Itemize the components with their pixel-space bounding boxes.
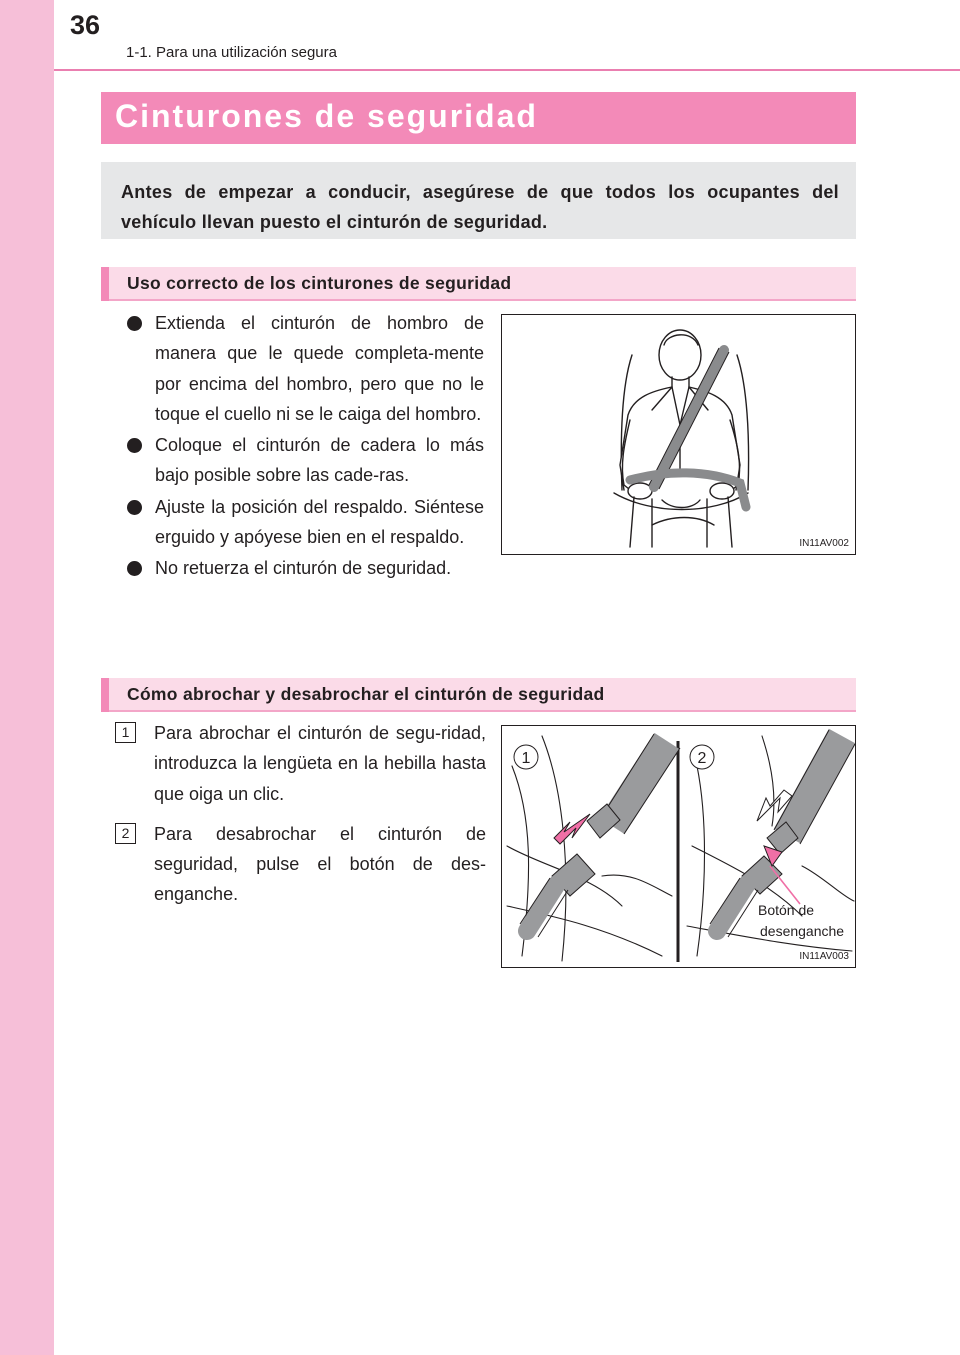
figure-code: IN11AV003 — [799, 951, 849, 962]
page-title: Cinturones de seguridad — [115, 98, 538, 134]
callout-line-1: Botón de — [758, 902, 815, 918]
side-strip — [0, 0, 54, 1355]
seated-occupant-figure — [501, 314, 856, 555]
page-number: 36 — [70, 10, 101, 40]
section-heading-uso — [101, 267, 856, 301]
list-item — [126, 430, 484, 491]
intro-box — [101, 162, 856, 239]
bullet-icon — [127, 561, 142, 576]
bullet-icon — [127, 316, 142, 331]
list-item-text: Extienda el cinturón de hombro de manera que le quede completa-mente por encima del hombro, pero que no le toque el cuello ni se le caiga del hombro. — [155, 313, 484, 424]
bullet-icon — [127, 438, 142, 453]
list-item — [114, 718, 486, 809]
buckle-figure — [501, 725, 856, 968]
list-item-text: Coloque el cinturón de cadera lo más bajo posible sobre las cade-ras. — [155, 435, 484, 486]
step-text: Para desabrochar el cinturón de seguridad, pulse el botón de des-enganche. — [154, 823, 486, 905]
release-button-callout — [758, 900, 844, 942]
list-item-text: Ajuste la posición del respaldo. Siéntese erguido y apóyese bien en el respaldo. — [155, 496, 484, 548]
step-number: 2 — [115, 823, 136, 844]
list-item — [126, 492, 484, 553]
section-heading-abrochar — [101, 678, 856, 712]
section-path: 1-1. Para una utilización segura — [126, 44, 337, 61]
section-heading-uso-label: Uso correcto de los cinturones de seguridad — [127, 273, 512, 293]
list-item-text: No retuerza el cinturón de seguridad. — [155, 558, 452, 579]
step-list — [114, 718, 486, 920]
step-text: Para abrochar el cinturón de segu-ridad, introduzca la lengüeta en la hebilla hasta que oiga un clic. — [154, 723, 486, 804]
seated-occupant-illustration — [502, 315, 855, 554]
figure-code: IN11AV002 — [799, 538, 849, 549]
bullet-list — [126, 308, 484, 585]
list-item — [126, 308, 484, 429]
page-title-bar — [101, 92, 856, 144]
header-rule — [54, 69, 960, 71]
intro-text: Antes de empezar a conducir, asegúrese de que todos los ocupantes del vehículo llevan puesto el cinturón de seguridad. — [121, 182, 839, 232]
list-item — [114, 819, 486, 910]
panel-label-2: 2 — [697, 750, 707, 767]
section-heading-abrochar-label: Cómo abrochar y desabrochar el cinturón de seguridad — [127, 684, 605, 704]
step-number: 1 — [115, 722, 136, 743]
list-item — [126, 553, 675, 583]
panel-label-1: 1 — [521, 750, 531, 767]
bullet-icon — [127, 500, 142, 515]
callout-line-2: desenganche — [760, 923, 845, 939]
